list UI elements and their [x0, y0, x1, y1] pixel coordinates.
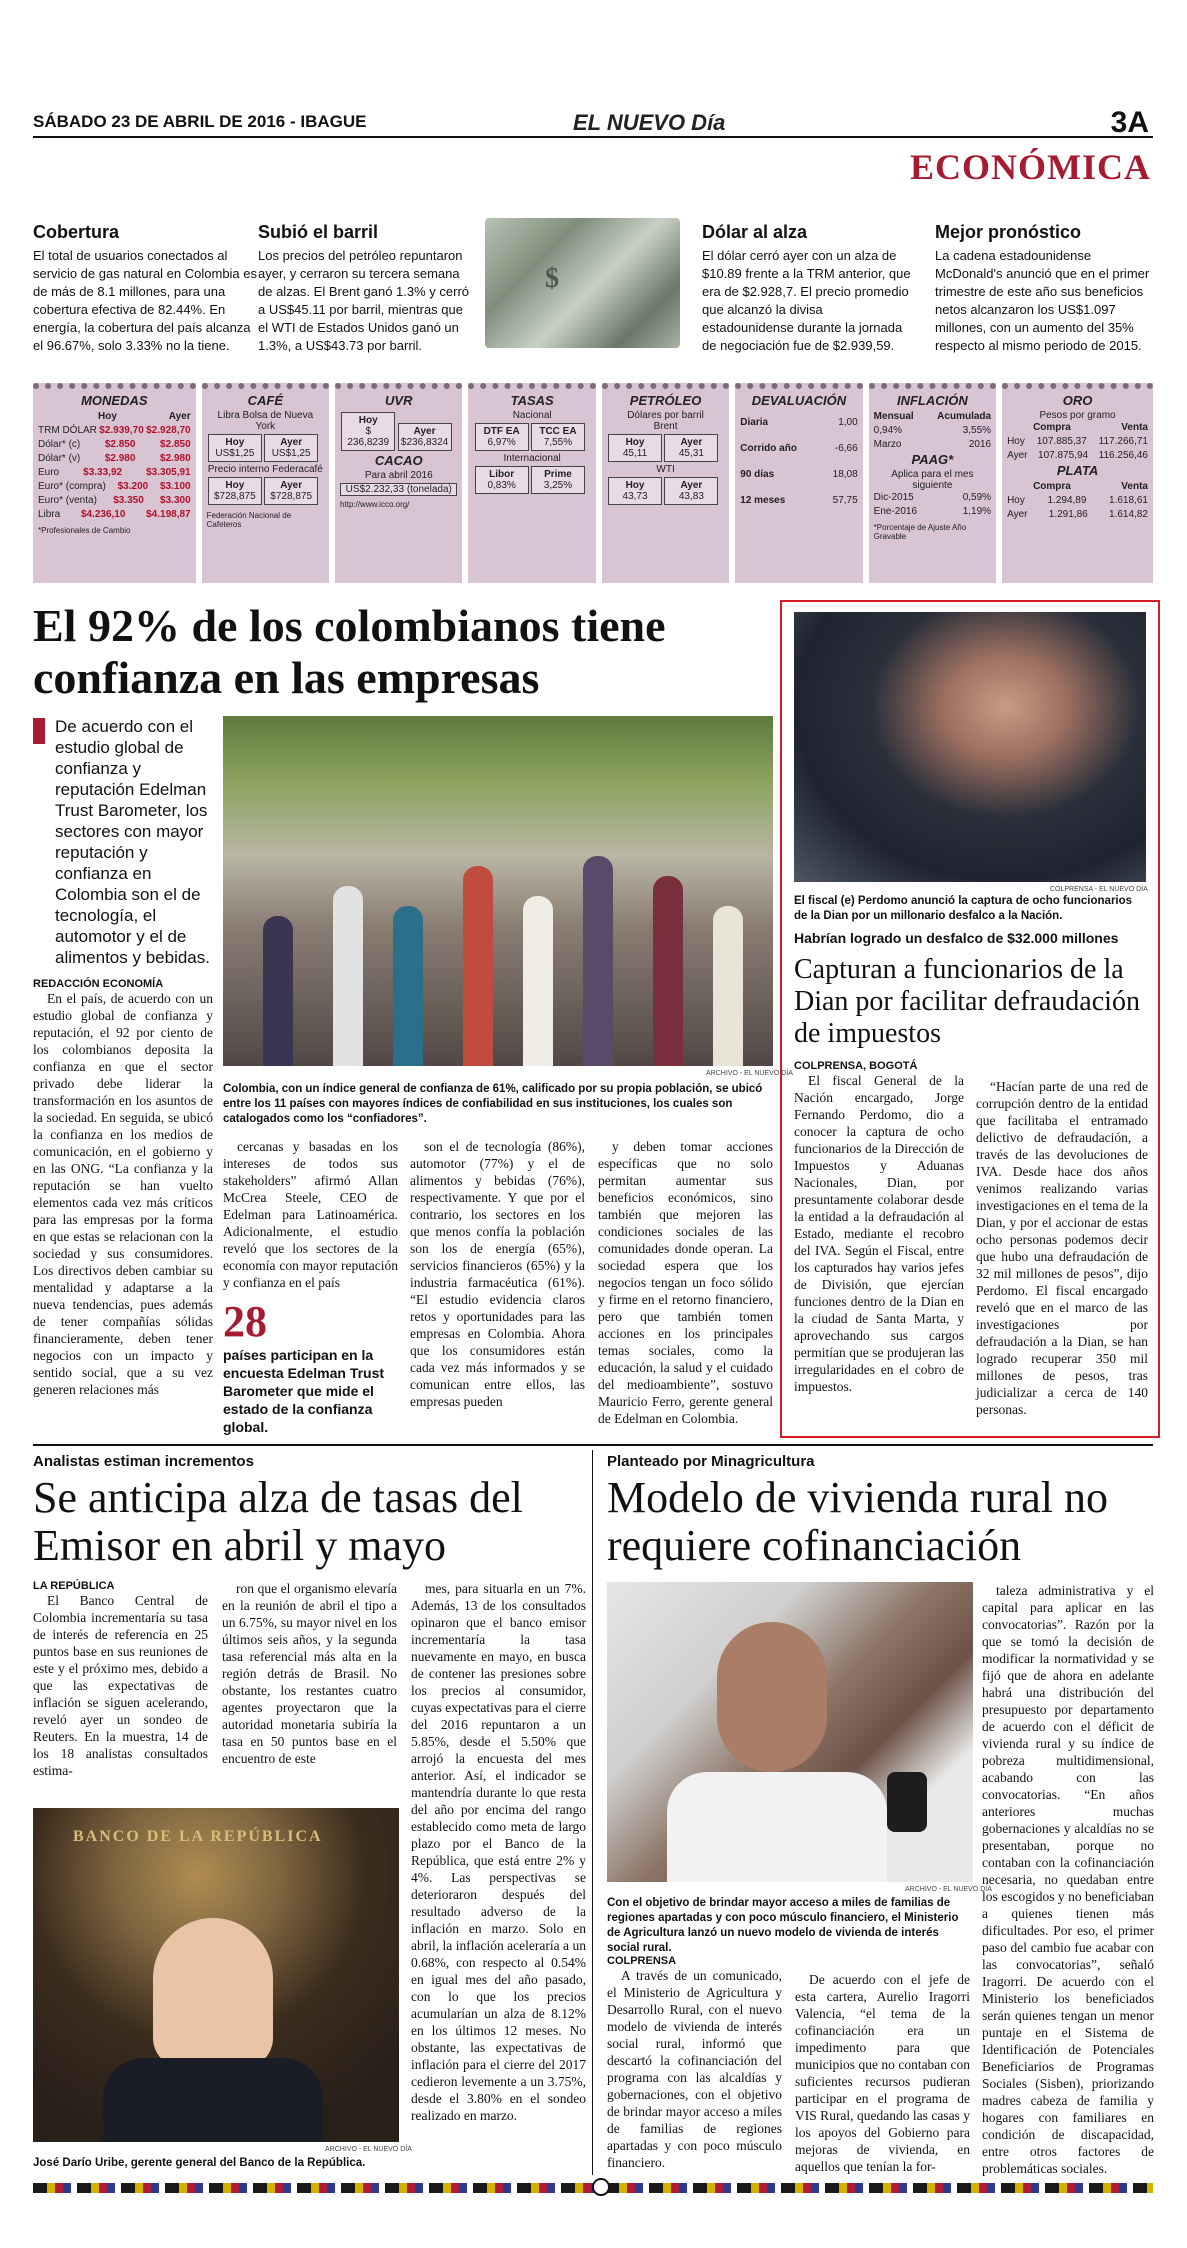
moneda-row [38, 466, 191, 480]
brief-title: Cobertura [33, 222, 120, 242]
devaluacion-row [740, 488, 857, 514]
moneda-ayer: $3.305,91 [146, 467, 191, 478]
vivienda-col-2 [795, 1971, 970, 2175]
moneda-row [38, 480, 191, 494]
devaluacion-label: 12 meses [740, 495, 786, 506]
brief-text: Los precios del petróleo repuntaron ayer, y cerraron su tercera semana de alzas. El Brent ganó 1.3% y cerró a US$45.11 por barril, mientras que el WTI de Estados Unidos ganó un 1.3%, a US$43.73 por barril. [258, 248, 470, 353]
main-deck [33, 716, 213, 968]
monedas-rows [38, 424, 191, 522]
story-headline: Se anticipa alza de tasas del Emisor en abril y mayo [33, 1473, 523, 1570]
body-text: son el de tecnología (86%), automotor (77%) y el de alimentos y bebidas (76%), respectivamente. Y que por el contrario, los sectores en los que menos confía la población son los de energía (65%), servicios financieros (65%) y la industria farmacéutica (61%). “El estudio evidencia claros retos y oportunidades para las empresas en Colombia. Ahora que los consumidores están cada vez más informados y se comunican entre ellos, las empresas pueden [410, 1139, 585, 1409]
moneda-label: Euro* (venta) [38, 495, 97, 506]
main-headline: El 92% de los colombianos tiene confianza en las empresas [33, 600, 666, 703]
photo-credit: COLPRENSA - EL NUEVO DÍA [1050, 886, 1148, 893]
photo-caption: Colombia, con un índice general de confianza de 61%, calificado por su propia población, se ubicó entre los 11 países con mayores índices de confiabilidad en sus instituciones, los cuales son catalogados como los “confiadores”. [223, 1083, 763, 1125]
moneda-label: Dólar* (v) [38, 453, 81, 464]
label: Ene-2016 [873, 506, 918, 517]
value: 107.885,37 [1036, 436, 1087, 447]
label-ayer: Ayer [280, 437, 303, 448]
devaluacion-value: 1,00 [838, 417, 858, 428]
banco-photo [33, 1808, 399, 2142]
indicator-title: CAFÉ [247, 393, 284, 408]
label: Compra [1033, 422, 1071, 433]
devaluacion-label: 90 días [740, 469, 775, 480]
moneda-ayer: $2.850 [160, 439, 191, 450]
value: 107.875,94 [1038, 450, 1089, 461]
label-hoy: Hoy [625, 480, 645, 491]
label-ayer: Ayer [680, 437, 703, 448]
photo-credit: ARCHIVO - EL NUEVO DÍA [905, 1886, 992, 1893]
value: US$1,25 [271, 448, 311, 459]
section-divider [33, 1444, 1153, 1446]
microphone-icon [887, 1772, 927, 1832]
tasas-col-1 [33, 1580, 208, 1779]
label: Mensual [873, 411, 914, 422]
brief-barril [258, 222, 473, 355]
value: $728,875 [213, 491, 256, 502]
value: 0,59% [962, 492, 992, 503]
indicator-sub: Libra Bolsa de Nueva York [217, 410, 314, 432]
label-hoy: Hoy [225, 437, 245, 448]
moneda-row [38, 508, 191, 522]
main-col-2 [223, 1138, 398, 1291]
indicator-petroleo [602, 383, 729, 583]
devaluacion-value: 18,08 [832, 469, 858, 480]
indicator-title: PLATA [1056, 463, 1099, 478]
moneda-ayer: $2.928,70 [146, 425, 191, 436]
label: 2016 [968, 439, 992, 450]
tasas-col-3 [411, 1580, 586, 2124]
main-col-3 [410, 1138, 585, 1410]
label-ayer: Ayer [1007, 509, 1028, 520]
moneda-hoy: $2.980 [104, 453, 136, 464]
value: 3,55% [962, 425, 992, 436]
value: 0,83% [487, 480, 516, 491]
value: 3,25% [543, 480, 573, 491]
person-shirt [667, 1772, 887, 1882]
deck-marker [33, 718, 45, 744]
devaluacion-row [740, 410, 857, 436]
moneda-ayer: $2.980 [160, 453, 191, 464]
brief-title: Dólar al alza [702, 222, 808, 242]
story-headline: Modelo de vivienda rural no requiere cofinanciación [607, 1473, 1108, 1570]
indicator-sub: Aplica para el mes siguiente [891, 469, 974, 491]
value: 1.291,86 [1048, 509, 1088, 520]
indicator-note: *Profesionales de Cambio [38, 526, 131, 535]
photo-caption: Con el objetivo de brindar mayor acceso a miles de familias de regiones apartadas y con poco músculo financiero, el Ministerio de Agricultura lanzó un nuevo modelo de vivienda de interés social rural. [607, 1897, 959, 1954]
value: 1.294,89 [1047, 495, 1087, 506]
moneda-hoy: $3.33,92 [83, 467, 123, 478]
value: $236,8324 [400, 437, 449, 448]
value: 45,11 [622, 448, 648, 459]
indicator-sub: WTI [656, 464, 675, 475]
label: TCC EA [539, 426, 577, 437]
value: US$2.232,33 (tonelada) [340, 483, 457, 496]
label-hoy: Hoy [1007, 495, 1025, 506]
devaluacion-label: Corrido año [740, 443, 797, 454]
indicator-sub: Internacional [503, 453, 561, 464]
brief-dolar [702, 222, 917, 355]
dian-col-1 [794, 1060, 964, 1395]
indicator-inflacion [869, 383, 996, 583]
byline: COLPRENSA [607, 1955, 677, 1967]
person-suit [103, 2058, 323, 2142]
crowd-photo [223, 716, 773, 1066]
newspaper-logo: EL NUEVO Día [573, 110, 726, 135]
value: 7,55% [543, 437, 573, 448]
label: Venta [1121, 422, 1148, 433]
minister-photo [607, 1582, 973, 1882]
value: 1.618,61 [1109, 495, 1148, 506]
body-text: taleza administrativa y el capital para aplicar en las convocatorias”. Razón por la que se tomó la decisión de modificar la normatividad y se fijó que de ahora en adelante habrá una distribución del presupuesto por departamento de acuerdo con el déficit de vivienda rural y su índice de pobreza multidimensional, acabando con las convocatorias. “En años anteriores muchas gobernaciones y alcaldías no se presentaban, porque no contaban con la cofinanciación necesaria, no quedaban entre los escogidos y no beneficiaban a quienes tienen más dificultades. Por eso, el primer paso del cambio fue acabar con las convocatorias”, señaló Iragorri. De acuerdo con el Ministerio los beneficiados serán quienes tengan un menor puntaje en el Sistema de Identificación de Potenciales Beneficiarios de Programas Sociales (Sisben), priorizando madres cabeza de familia y hogares con familiares en condición de discapacidad, entre otros factores de problemáticas sociales. [982, 1583, 1154, 2176]
moneda-hoy: $4.236,10 [80, 509, 126, 520]
indicator-uvr [335, 383, 462, 583]
moneda-label: TRM DÓLAR [38, 425, 97, 436]
fiscal-photo [794, 612, 1146, 882]
devaluacion-label: Diaria [740, 417, 769, 428]
body-text: mes, para situarla en un 7%. Además, 13 de los consultados opinaron que el banco emisor incrementaría la tasa nuevamente en mayo, en busca de contener las presiones sobre los precios al consumidor, cuyas expectativas para el cierre del 2016 repuntaron a un 5.85%, desde el 5.50% que arrojó la encuesta del mes anterior. Así, el indicador se mantendría durante lo que resta del año por encima del rango establecido como meta de largo plazo por el Banco de la República, que está entre 2% y 4%. Las perspectivas se deterioraron después del resultado adverso de la inflación en marzo. Solo en abril, la inflación aceleraría a un 0.68%, con respecto al 0.54% en igual mes del año pasado, con lo que los precios acumularían un alza de 8.12% en los últimos 12 meses. No obstante, las expectativas de inflación para el cierre del 2017 cedieron levemente a un 3.75%, desde el 3.80% en el sondeo realizado en marzo. [411, 1581, 586, 2123]
label: Dic-2015 [873, 492, 914, 503]
body-text: A través de un comunicado, el Ministerio de Agricultura y Desarrollo Rural, con el nuevo modelo de vivienda de interés social rural, informó que descartó la cofinanciación del programa con las alcaldías y gobernaciones, con el objetivo de brindar mayor acceso a miles de familias de regiones apartadas y con poco músculo financiero. [607, 1968, 782, 2170]
value: US$1,25 [215, 448, 255, 459]
money-photo [485, 218, 680, 348]
moneda-hoy: $3.350 [113, 495, 144, 506]
story-headline: Capturan a funcionarios de la Dian por facilitar defraudación de impuestos [794, 954, 1140, 1049]
moneda-label: Dólar* (c) [38, 439, 81, 450]
moneda-ayer: $3.300 [160, 495, 191, 506]
label: Venta [1121, 481, 1148, 492]
dian-story-box [780, 600, 1160, 1438]
brief-title: Subió el barril [258, 222, 379, 242]
value: 1,19% [962, 506, 992, 517]
body-text: De acuerdo con el jefe de esta cartera, Aurelio Iragorri Valencia, “el tema de la cofinanciación era un impedimento para que municipios que no contaban con suficientes recursos pudieran participar en el programa de VIS Rural, quedando las casas y los apoyos del Gobierno para mejoras de vivienda, en aquellos que tenían la for- [795, 1972, 970, 2174]
indicator-sub: Precio interno Federacafé [207, 464, 323, 475]
indicator-title: DEVALUACIÓN [751, 393, 847, 408]
body-text: “Hacían parte de una red de corrupción dentro de la entidad que facilitaba el entramado delictivo de defraudación, a través de las devoluciones de IVA. Desde hace dos años venimos realizando varias investigaciones en el tema de la Dian, y por el accionar de estas ocho personas podemos decir que hubo una defraudación de 32 mil millones de pesos”, dijo Perdomo. El fiscal encargado reveló que en el marco de las investigaciones por defraudación a la Dian, se han logrado recuperar 350 mil millones de pesos, tras judicializar a cerca de 140 personas. [976, 1079, 1148, 1417]
indicator-monedas [33, 383, 196, 583]
moneda-hoy: $2.850 [104, 439, 136, 450]
moneda-row [38, 438, 191, 452]
moneda-label: Euro* (compra) [38, 481, 106, 492]
big-number: 28 [223, 1297, 267, 1346]
brief-text: El total de usuarios conectados al servicio de gas natural en Colombia es de más de 8.1 millones, para una cobertura efectiva de 82.44%. En energía, la cobertura del país alcanza el 96.67%, solo 3.33% no la tiene. [33, 248, 258, 353]
column-divider [592, 1450, 593, 2175]
brief-text: El dólar cerró ayer con un alza de $10.89 frente a la TRM anterior, que era de $2.928,7. El precio promedio que alcanzó la divisa estadounidense durante la jornada de negociación fue de $2.939,59. [702, 248, 911, 353]
devaluacion-row [740, 462, 857, 488]
indicator-sub: Pesos por gramo [1039, 410, 1116, 421]
indicator-title: ORO [1062, 393, 1093, 408]
section-title: ECONÓMICA [910, 147, 1151, 187]
label-hoy: Hoy [1007, 436, 1025, 447]
photo-credit: ARCHIVO - EL NUEVO DÍA [706, 1070, 793, 1077]
indicator-tasas [468, 383, 595, 583]
label-ayer: Ayer [1007, 450, 1028, 461]
brief-title: Mejor pronóstico [935, 222, 1082, 242]
value: 43,73 [622, 491, 648, 502]
story-kicker: Habrían logrado un desfalco de $32.000 millones [794, 930, 1119, 946]
label-hoy: Hoy [625, 437, 645, 448]
label: DTF EA [483, 426, 520, 437]
story-kicker: Analistas estiman incrementos [33, 1453, 254, 1470]
photo-caption: José Darío Uribe, gerente general del Banco de la República. [33, 2157, 366, 2169]
body-text: cercanas y basadas en los intereses de todos sus stakeholders” afirmó Allan McCrea Steele, CEO de Edelman para Latinoamérica. Adicionalmente, el estudio reveló que los sectores de la economía con mayor reputación y confianza en el país [223, 1139, 398, 1290]
main-col-1 [33, 978, 213, 1398]
label-ayer: Ayer [413, 426, 436, 437]
deck-text: De acuerdo con el estudio global de confianza y reputación Edelman Trust Barometer, los sectores con mayor reputación y confianza en Colombia son el de tecnología, el automotor y el de alimentos y bebidas. [55, 717, 210, 967]
body-text: En el país, de acuerdo con un estudio global de confianza y reputación, el 92 por ciento de los colombianos deposita la confianza en que el sector privado debe liderar la transformación en los asuntos de la sociedad. En seguida, se ubicó la confianza en los medios de comunicación, en el gobierno y en las ONG. “La confianza y la reputación se han vuelto elementos cada vez más críticos para las empresas por la forma en que estas se relacionan con la sociedad y sus consumidores. Los directivos deben cambiar su mentalidad y adaptarse a la nueva tendencias, pues además de tener compañías sólidas financieramente, deben tener negocios con un impacto y sentido social, que a su vez generen relaciones más [33, 991, 213, 1397]
registration-mark-icon [592, 2178, 610, 2196]
value: 43,83 [678, 491, 704, 502]
indicator-note: Federación Nacional de Cafeteros [206, 511, 292, 529]
indicator-cafe [202, 383, 329, 583]
indicator-sub: Dólares por barril [627, 410, 704, 421]
vivienda-col-1 [607, 1955, 782, 2171]
moneda-row [38, 452, 191, 466]
brief-text: La cadena estadounidense McDonald's anunció que en el primer trimestre de este año sus beneficios netos alcanzaron los US$1.097 millones, con un aumento del 35% respecto al mismo periodo de 2015. [935, 248, 1150, 353]
indicator-sub: Brent [653, 421, 678, 432]
moneda-row [38, 424, 191, 438]
big-number-text: países participan en la encuesta Edelman Trust Barometer que mide el estado de la confianza global. [223, 1347, 385, 1435]
value: 0,94% [873, 425, 903, 436]
value: $ 236,8239 [347, 426, 390, 448]
indicator-title: TASAS [510, 393, 554, 408]
body-text: ron que el organismo elevaría en la reunión de abril el tipo a un 6.75%, su mayor nivel en los últimos seis años, y la segunda tasa referencial más alta en la región detrás de Brasil. No obstante, los restantes cuatro agentes proyectaron que la autoridad monetaria subiría la tasa en 50 puntos base en el encuentro de este [222, 1581, 397, 1766]
page-number: 3A [1110, 106, 1149, 139]
dian-col-2 [976, 1078, 1148, 1418]
indicator-devaluacion [735, 383, 862, 583]
indicator-title: CACAO [374, 453, 423, 468]
moneda-ayer: $4.198,87 [146, 509, 191, 520]
moneda-label: Euro [38, 467, 60, 478]
value: 116.256,46 [1098, 450, 1148, 461]
indicator-title: INFLACIÓN [896, 393, 968, 408]
label-hoy: Hoy [225, 480, 245, 491]
brief-cobertura [33, 222, 258, 355]
label: Acumulada [937, 411, 992, 422]
story-kicker: Planteado por Minagricultura [607, 1453, 815, 1470]
value: $728,875 [270, 491, 313, 502]
label-hoy: Hoy [358, 415, 378, 426]
col-ayer: Ayer [168, 411, 191, 422]
indicator-sub: Para abril 2016 [364, 470, 433, 481]
page-header [33, 108, 1153, 138]
indicator-title: PAAG* [911, 452, 954, 467]
moneda-ayer: $3.100 [160, 481, 191, 492]
photo-credit: ARCHIVO - EL NUEVO DÍA [325, 2146, 412, 2153]
label: Compra [1033, 481, 1071, 492]
indicator-title: UVR [385, 393, 413, 408]
moneda-hoy: $3.200 [117, 481, 149, 492]
devaluacion-row [740, 436, 857, 462]
photo-text: BANCO DE LA REPÚBLICA [73, 1828, 323, 1845]
byline: REDACCIÓN ECONOMÍA [33, 978, 164, 990]
moneda-row [38, 494, 191, 508]
label-ayer: Ayer [280, 480, 303, 491]
indicator-note: *Porcentaje de Ajuste Año Gravable [873, 523, 967, 541]
vivienda-col-3 [982, 1582, 1154, 2177]
body-text: El fiscal General de la Nación encargado, Jorge Fernando Perdomo, dio a conocer la captura de ocho funcionarios de la Dirección de Impuestos y Aduanas Nacionales, Dian, por presuntamente colaborar desde la entidad a la defraudación al Estado, mediante el recobro del IVA. Según el Fiscal, entre los capturados hay varios jefes de División, que ejercían funciones dentro de la Dian en la ciudad de Santa Marta, y aprovechando sus cargos permitían que se produjeran las irregularidades en el cobro de impuestos. [794, 1073, 964, 1394]
label: Prime [544, 469, 572, 480]
moneda-hoy: $2.939,70 [99, 425, 144, 436]
label-ayer: Ayer [680, 480, 703, 491]
dollar-sign-icon: $ [545, 263, 559, 294]
col-hoy: Hoy [98, 411, 117, 422]
label: Libor [489, 469, 515, 480]
brief-pronostico [935, 222, 1153, 355]
main-col-4 [598, 1138, 773, 1427]
devaluacion-value: -6,66 [834, 443, 858, 454]
photo-caption: El fiscal (e) Perdomo anunció la captura de ocho funcionarios de la Dian por un millonario desfalco a la Nación. [794, 895, 1133, 922]
body-text: El Banco Central de Colombia incrementaría su tasa de interés de referencia en 25 puntos base en sus reuniones de este y el próximo mes, debido a que las expectativas de inflación se siguen acelerando, reveló ayer un sondeo de Reuters. En la muestra, 14 de los 18 analistas consultados estima- [33, 1593, 208, 1778]
moneda-label: Libra [38, 509, 61, 520]
indicators-strip [33, 383, 1153, 583]
indicator-oro [1002, 383, 1153, 583]
tasas-col-2 [222, 1580, 397, 1767]
value: 1.614,82 [1109, 509, 1148, 520]
value: 6,97% [487, 437, 516, 448]
indicator-title: MONEDAS [81, 393, 148, 408]
label: Marzo [873, 439, 902, 450]
indicator-sub: Nacional [512, 410, 552, 421]
body-text: y deben tomar acciones específicas que no solo permitan aumentar sus beneficios económicos, sino también que mejoren las condiciones sociales de las comunidades donde operan. La sociedad espera que los negocios tengan un foco sólido y firme en el retorno financiero, pero que también tomen acciones en los principales temas sociales, como la educación, la salud y el cuidado del medioambiente”, sostuvo Mauricio Ferro, gerente general de Edelman en Colombia. [598, 1139, 773, 1426]
devaluacion-value: 57,75 [832, 495, 858, 506]
person-face [717, 1622, 827, 1772]
byline: COLPRENSA, BOGOTÁ [794, 1060, 918, 1072]
person-face [153, 1918, 273, 2068]
value: 117.266,71 [1098, 436, 1148, 447]
issue-date: SÁBADO 23 DE ABRIL DE 2016 - IBAGUE [33, 112, 367, 131]
indicator-note: http://www.icco.org/ [340, 500, 410, 509]
byline: LA REPÚBLICA [33, 1580, 115, 1592]
value: 45,31 [678, 448, 704, 459]
devaluacion-rows [740, 410, 857, 514]
indicator-title: PETRÓLEO [629, 393, 702, 408]
